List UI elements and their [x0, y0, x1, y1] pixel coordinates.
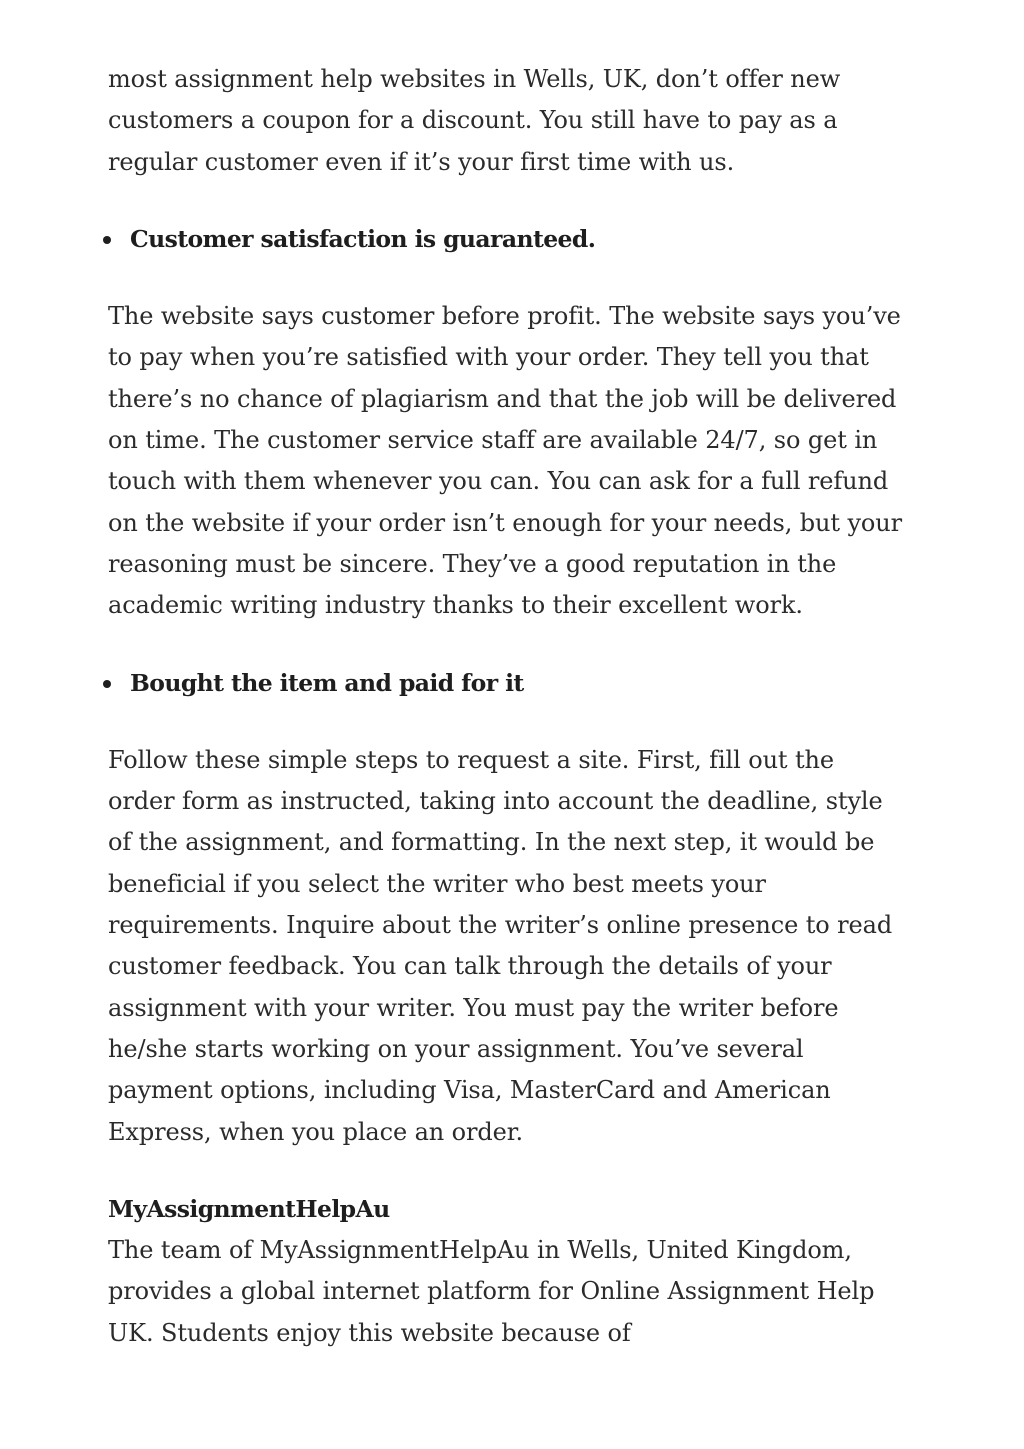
bullet-bought-item	[108, 663, 908, 704]
paragraph-intro-continued: most assignment help websites in Wells, UK, don’t offer new customers a coupon for a discount. You still have to pay as a regular customer even if it’s your first time with us.	[108, 65, 841, 176]
section-heading-myassignmenthelpau: MyAssignmentHelpAu	[108, 1194, 390, 1223]
document-page	[108, 59, 908, 1354]
paragraph-ordering: Follow these simple steps to request a site. First, fill out the order form as instructed, taking into account the deadline, style of the assignment, and formatting. In the next step, it would be beneficial if you select the writer who best meets your requirements. Inquire about the writer’s online presence to read customer feedback. You can talk through the details of your assignment with your writer. You must pay the writer before he/she starts working on your assignment. You’ve several payment options, including Visa, MasterCard and American Express, when you place an order.	[108, 745, 893, 1146]
paragraph-myassignmenthelpau: The team of MyAssignmentHelpAu in Wells, United Kingdom, provides a global internet platform for Online Assignment Help UK. Students enjoy this website because of	[108, 1236, 875, 1347]
paragraph-satisfaction: The website says customer before profit. The website says you’ve to pay when you’re satisfied with your order. They tell you that there’s no chance of plagiarism and that the job will be delivered on time. The customer service staff are available 24/7, so get in touch with them whenever you can. You can ask for a full refund on the website if your order isn’t enough for your needs, but your reasoning must be sincere. They’ve a good reputation in the academic writing industry thanks to their excellent work.	[108, 302, 902, 620]
bullet-customer-satisfaction	[108, 219, 908, 260]
bullet-customer-satisfaction-text: Customer satisfaction is guaranteed.	[130, 224, 596, 253]
bullet-dot-icon	[103, 680, 111, 688]
bullet-bought-item-text: Bought the item and paid for it	[130, 668, 524, 697]
bullet-dot-icon	[103, 236, 111, 244]
